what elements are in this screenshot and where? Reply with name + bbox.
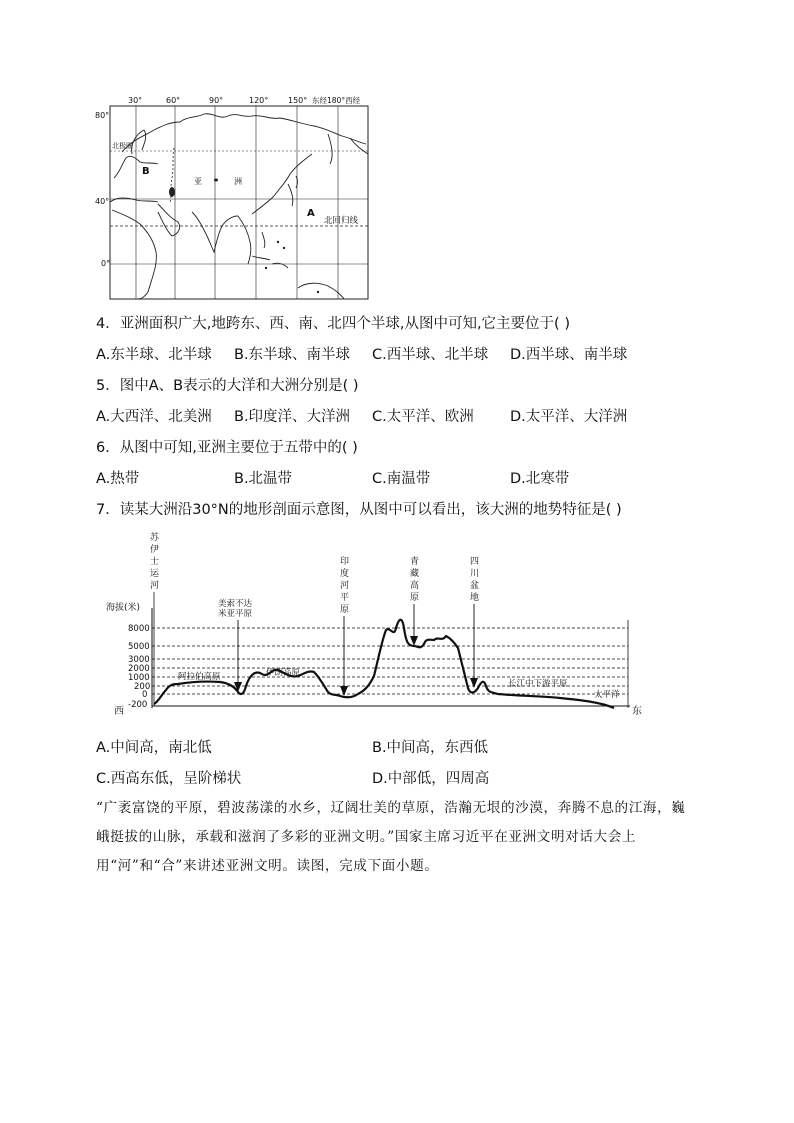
question-5-option-d[interactable]: D.太平洋、大洋洲 [510, 409, 628, 425]
svg-text:原: 原 [410, 593, 420, 603]
mesopotamia-label-1: 美索不达 [218, 599, 253, 609]
svg-text:藏: 藏 [410, 569, 420, 579]
tick-0: 0 [142, 690, 148, 700]
question-4-option-d[interactable]: D.西半球、南半球 [510, 347, 628, 363]
question-7-option-b[interactable]: B.中间高，东西低 [372, 740, 489, 756]
sichuan-label [470, 556, 479, 603]
west-label: 西 [114, 706, 124, 717]
map-label-asia-1: 亚 [194, 177, 202, 186]
svg-text:运: 运 [150, 569, 160, 579]
question-4-option-c[interactable]: C.西半球、北半球 [372, 347, 489, 363]
lon-label-150: 150° [288, 96, 308, 105]
mesopotamia-label-2: 米亚平原 [218, 609, 253, 619]
lat-label-40: 40° [95, 197, 110, 206]
pacific-label: 太平洋 [594, 690, 620, 700]
asia-map [92, 92, 374, 304]
svg-text:盆: 盆 [470, 581, 480, 591]
question-7-stem: 7．读某大洲沿30°N的地形剖面示意图，从图中可以看出，该大洲的地势特征是( ) [96, 502, 622, 518]
svg-text:士: 士 [150, 557, 160, 567]
tropic-label: 北回归线 [324, 216, 359, 226]
tick-minus200: -200 [128, 700, 148, 710]
svg-text:河: 河 [150, 581, 160, 591]
question-6-option-d[interactable]: D.北寒带 [510, 471, 570, 487]
arabian-plateau-label: 阿拉伯高原 [178, 672, 221, 682]
svg-text:原: 原 [340, 605, 350, 615]
lon-label-180: 东经180°西经 [312, 96, 361, 105]
east-label: 东 [632, 706, 642, 717]
svg-text:苏: 苏 [150, 533, 160, 543]
tibet-label [410, 555, 419, 603]
map-frame [110, 106, 368, 299]
svg-text:平: 平 [340, 593, 350, 603]
svg-text:地: 地 [470, 593, 480, 603]
question-6-stem: 6．从图中可知,亚洲主要位于五带中的( ) [96, 440, 358, 456]
svg-text:高: 高 [410, 581, 420, 591]
question-4-option-a[interactable]: A.东半球、北半球 [96, 347, 212, 363]
map-label-asia-2: 洲 [234, 177, 242, 186]
terrain-profile [100, 528, 660, 720]
tick-200: 200 [134, 682, 151, 692]
elevation-ticks [128, 624, 150, 710]
lat-label-80: 80° [95, 111, 110, 120]
lon-label-60: 60° [166, 96, 181, 105]
lon-label-120: 120° [249, 96, 269, 105]
svg-text:青: 青 [410, 557, 420, 567]
lat-label-0: 0° [101, 259, 111, 268]
svg-text:河: 河 [340, 581, 350, 591]
question-7-option-c[interactable]: C.西高东低，呈阶梯状 [96, 771, 242, 787]
lon-label-30: 30° [128, 96, 143, 105]
lon-label-90: 90° [209, 96, 224, 105]
question-6-option-a[interactable]: A.热带 [96, 471, 140, 487]
question-6-option-b[interactable]: B.北温带 [234, 471, 293, 487]
yangtze-plain-label: 长江中下游平原 [508, 679, 568, 689]
map-label-a: A [307, 208, 315, 219]
tick-2000: 2000 [128, 664, 150, 674]
question-5-option-a[interactable]: A.大西洋、北美洲 [96, 409, 212, 425]
reading-passage: “广袤富饶的平原，碧波荡漾的水乡，辽阔壮美的草原，浩瀚无垠的沙漠，奔腾不息的江海，巍峨挺拔的山脉，承载和滋润了多彩的亚洲文明。”国家主席习近平在亚洲文明对话大会上用“河”和“合”来讲述亚洲文明。读图，完成下面小题。 [96, 800, 686, 874]
question-6-option-c[interactable]: C.南温带 [372, 471, 431, 487]
question-5-option-b[interactable]: B.印度洋、大洋洲 [234, 409, 351, 425]
iran-plateau-label: 伊朗高原 [266, 668, 301, 678]
question-4-stem: 4．亚洲面积广大,地跨东、西、南、北四个半球,从图中可知,它主要位于( ) [96, 316, 570, 332]
question-7-option-d[interactable]: D.中部低，四周高 [372, 771, 490, 787]
indus-label [340, 555, 349, 615]
svg-text:四: 四 [470, 557, 480, 567]
question-5-option-c[interactable]: C.太平洋、欧洲 [372, 409, 474, 425]
tick-1000: 1000 [128, 673, 150, 683]
tick-8000: 8000 [128, 624, 150, 634]
svg-text:印: 印 [340, 557, 350, 567]
map-label-b: B [142, 166, 150, 177]
tick-3000: 3000 [128, 655, 150, 665]
profile-y-title: 海拔(米) [106, 603, 141, 613]
svg-text:伊: 伊 [150, 545, 160, 555]
question-4-option-b[interactable]: B.东半球、南半球 [234, 347, 351, 363]
svg-text:川: 川 [470, 569, 480, 579]
question-7-option-a[interactable]: A.中间高，南北低 [96, 740, 212, 756]
tick-5000: 5000 [128, 642, 150, 652]
suez-label [150, 531, 160, 591]
coastlines [110, 114, 368, 299]
question-5-stem: 5．图中A、B表示的大洋和大洲分别是( ) [96, 378, 359, 394]
arctic-circle-label: 北极圈 [112, 142, 133, 150]
terrain-line [154, 620, 614, 708]
svg-text:度: 度 [340, 569, 350, 579]
